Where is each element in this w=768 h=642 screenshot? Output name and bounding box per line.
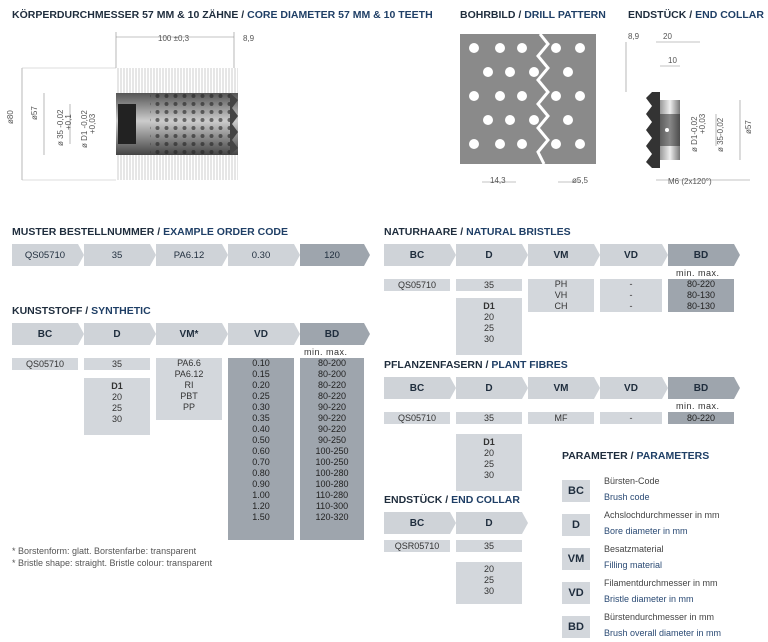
plant-header-vd: VD [600, 377, 662, 399]
plant-header-bd: BD [668, 377, 734, 399]
order-heading: MUSTER BESTELLNUMMER / EXAMPLE ORDER CODE [12, 226, 288, 238]
natural-header-bd: BD [668, 244, 734, 266]
dim-dd1: ø D1 -0,02 [80, 110, 89, 148]
natural-header-vm: VM [528, 244, 594, 266]
param-en-vm: Filling material [604, 560, 663, 570]
natural-vm-item: PH [554, 279, 568, 289]
dim-d35-tol: +0,1 [64, 114, 73, 130]
synthetic-bd-item: 110-280 [315, 490, 349, 500]
natural-d1-label: D1 [483, 301, 495, 311]
collar-drawing [620, 34, 768, 194]
natural-vd-item: - [629, 290, 633, 300]
dim-pitch: 14,3 [490, 176, 506, 185]
synthetic-header-vm: VM* [156, 323, 222, 345]
collar-header-d: D [456, 512, 522, 534]
core-heading: KÖRPERDURCHMESSER 57 MM & 10 ZÄHNE / CORE DIAMETER 57 MM & 10 TEETH [12, 9, 433, 21]
natural-vm-item: VH [554, 290, 568, 300]
param-de-bd: Bürstendurchmesser in mm [604, 612, 715, 622]
synthetic-bd-item: 120-320 [315, 512, 349, 522]
plant-bd: 80-220 [668, 412, 734, 424]
drill-pattern-drawing [460, 34, 600, 194]
collar-d1-list [456, 562, 522, 604]
natural-bd-item: 80-130 [686, 290, 716, 300]
dim-d80: ø80 [6, 110, 15, 124]
synthetic-vd-item: 0.25 [252, 391, 270, 401]
synthetic-heading: KUNSTSTOFF / SYNTHETIC [12, 305, 151, 317]
synthetic-bd-item: 100-280 [315, 468, 349, 478]
synthetic-header-bd: BD [300, 323, 364, 345]
synthetic-vd-item: 0.15 [252, 369, 270, 379]
synthetic-vm-list [156, 358, 222, 420]
natural-header-vd: VD [600, 244, 662, 266]
synthetic-vd-item: 1.50 [252, 512, 270, 522]
synthetic-vd-item: 0.20 [252, 380, 270, 390]
synthetic-d1-label: D1 [111, 381, 123, 391]
core-bore [118, 104, 136, 144]
synthetic-bd-item: 90-250 [317, 435, 347, 445]
param-de-bc: Bürsten-Code [604, 476, 660, 486]
synthetic-vd-item: 0.60 [252, 446, 270, 456]
plant-minmax: min. max. [676, 401, 720, 411]
natural-d: 35 [456, 279, 522, 291]
synthetic-bd-list [300, 358, 364, 540]
synthetic-vm-item: PP [182, 402, 195, 412]
collar-d1-item: 25 [483, 575, 494, 585]
synthetic-vd-item: 0.30 [252, 402, 270, 412]
synthetic-vd-item: 0.10 [252, 358, 270, 368]
dim-c-dd1: ø D1-0,02 [690, 116, 699, 152]
synthetic-header-d: D [84, 323, 150, 345]
synthetic-bd-item: 100-250 [315, 457, 349, 467]
order-vd: 0.30 [228, 244, 294, 266]
plant-d1-list [456, 434, 522, 491]
natural-vd-list [600, 279, 662, 312]
dim-collar-width: 8,9 [243, 34, 255, 43]
collar-heading: ENDSTÜCK / END COLLAR [384, 494, 520, 506]
plant-vd: - [600, 412, 662, 424]
synthetic-header-bc: BC [12, 323, 78, 345]
param-tag-d: D [562, 514, 590, 536]
plant-header-d: D [456, 377, 522, 399]
natural-d1-list [456, 298, 522, 355]
synthetic-vd-item: 0.35 [252, 413, 270, 423]
note-en: * Bristle shape: straight. Bristle colour: transparent [12, 558, 213, 568]
order-vm: PA6.12 [156, 244, 222, 266]
natural-bd-item: 80-130 [686, 301, 716, 311]
brush-drawing [0, 28, 260, 198]
drill-heading: BOHRBILD / DRILL PATTERN [460, 9, 606, 21]
plant-heading: PFLANZENFASERN / PLANT FIBRES [384, 359, 568, 371]
param-tag-vm: VM [562, 548, 590, 570]
synthetic-vm-item: PA6.6 [177, 358, 201, 368]
synthetic-bd-item: 80-220 [317, 391, 347, 401]
dim-c-10: 10 [668, 56, 677, 65]
natural-d1-item: 25 [483, 323, 494, 333]
param-tag-bc: BC [562, 480, 590, 502]
synthetic-bd-item: 90-220 [317, 402, 347, 412]
natural-header-bc: BC [384, 244, 450, 266]
plant-header-bc: BC [384, 377, 450, 399]
plant-d1-item: 25 [483, 459, 494, 469]
natural-bd-item: 80-220 [686, 279, 716, 289]
synthetic-vd-item: 1.20 [252, 501, 270, 511]
collar-bc: QSR05710 [384, 540, 450, 552]
param-de-vd: Filamentdurchmesser in mm [604, 578, 718, 588]
natural-vm-list [528, 279, 594, 312]
dim-hole: ø5,5 [572, 176, 589, 185]
natural-d1-item: 30 [483, 334, 494, 344]
collar-d: 35 [456, 540, 522, 552]
core-holes [150, 93, 230, 155]
synthetic-bd-item: 80-200 [317, 358, 347, 368]
synthetic-minmax: min. max. [304, 347, 348, 357]
collar-top-heading: ENDSTÜCK / END COLLAR [628, 9, 764, 21]
synthetic-vd-item: 1.00 [252, 490, 270, 500]
synthetic-bc: QS05710 [12, 358, 78, 370]
dim-c-d57: ø57 [744, 120, 753, 134]
param-de-d: Achslochdurchmesser in mm [604, 510, 720, 520]
plant-d: 35 [456, 412, 522, 424]
synthetic-d1-list [84, 378, 150, 435]
synthetic-bd-item: 80-220 [317, 380, 347, 390]
dim-c-20: 20 [663, 32, 672, 41]
plant-d1-label: D1 [483, 437, 495, 447]
synthetic-vd-item: 0.40 [252, 424, 270, 434]
dim-d35: ø 35 -0,02 [56, 109, 65, 146]
param-tag-bd: BD [562, 616, 590, 638]
synthetic-d1-item: 25 [111, 403, 122, 413]
natural-bc: QS05710 [384, 279, 450, 291]
param-tag-vd: VD [562, 582, 590, 604]
collar-d1-item: 20 [483, 564, 494, 574]
plant-bc: QS05710 [384, 412, 450, 424]
dim-c-m6: M6 (2x120°) [668, 177, 712, 186]
collar-header-bc: BC [384, 512, 450, 534]
plant-d1-item: 20 [483, 448, 494, 458]
synthetic-vm-item: PBT [180, 391, 198, 401]
synthetic-bd-item: 110-300 [315, 501, 349, 511]
param-en-bc: Brush code [604, 492, 650, 502]
synthetic-bd-item: 80-200 [317, 369, 347, 379]
natural-vd-item: - [629, 301, 633, 311]
params-heading: PARAMETER / PARAMETERS [562, 450, 710, 462]
synthetic-vd-item: 0.80 [252, 468, 270, 478]
natural-d1-item: 20 [483, 312, 494, 322]
synthetic-d: 35 [84, 358, 150, 370]
dim-c-d35: ø 35-0,02 [716, 117, 725, 152]
synthetic-d1-item: 30 [111, 414, 122, 424]
synthetic-bd-item: 100-280 [315, 479, 349, 489]
natural-header-d: D [456, 244, 522, 266]
param-en-bd: Brush overall diameter in mm [604, 628, 722, 638]
synthetic-vm-item: RI [184, 380, 194, 390]
dim-dd1-tol: +0,03 [88, 113, 97, 134]
synthetic-bd-item: 90-220 [317, 413, 347, 423]
collar-screw [665, 128, 669, 132]
synthetic-vd-list [228, 358, 294, 540]
plant-d1-item: 30 [483, 470, 494, 480]
natural-heading: NATURHAARE / NATURAL BRISTLES [384, 226, 571, 238]
synthetic-vd-item: 0.70 [252, 457, 270, 467]
synthetic-vd-item: 0.50 [252, 435, 270, 445]
synthetic-vd-item: 0.90 [252, 479, 270, 489]
plant-vm: MF [528, 412, 594, 424]
order-bc: QS05710 [12, 244, 78, 266]
note-de: * Borstenform: glatt. Borstenfarbe: transparent [12, 546, 197, 556]
natural-minmax: min. max. [676, 268, 720, 278]
collar-teeth [646, 92, 660, 168]
synthetic-vm-item: PA6.12 [174, 369, 204, 379]
natural-vd-item: - [629, 279, 633, 289]
order-d: 35 [84, 244, 150, 266]
order-bd: 120 [300, 244, 364, 266]
collar-bore [660, 114, 680, 146]
synthetic-bd-item: 100-250 [315, 446, 349, 456]
param-en-d: Bore diameter in mm [604, 526, 688, 536]
natural-bd-list [668, 279, 734, 312]
param-de-vm: Besatzmaterial [604, 544, 664, 554]
dim-d57: ø57 [30, 106, 39, 120]
synthetic-header-vd: VD [228, 323, 294, 345]
dim-c-89: 8,9 [628, 32, 640, 41]
collar-d1-item: 30 [483, 586, 494, 596]
synthetic-bd-item: 90-220 [317, 424, 347, 434]
natural-vm-item: CH [554, 301, 568, 311]
synthetic-d1-item: 20 [111, 392, 122, 402]
plant-header-vm: VM [528, 377, 594, 399]
dim-length: 100 ±0,3 [158, 34, 190, 43]
param-en-vd: Bristle diameter in mm [604, 594, 694, 604]
dim-c-d1-tol: +0,03 [698, 113, 707, 134]
